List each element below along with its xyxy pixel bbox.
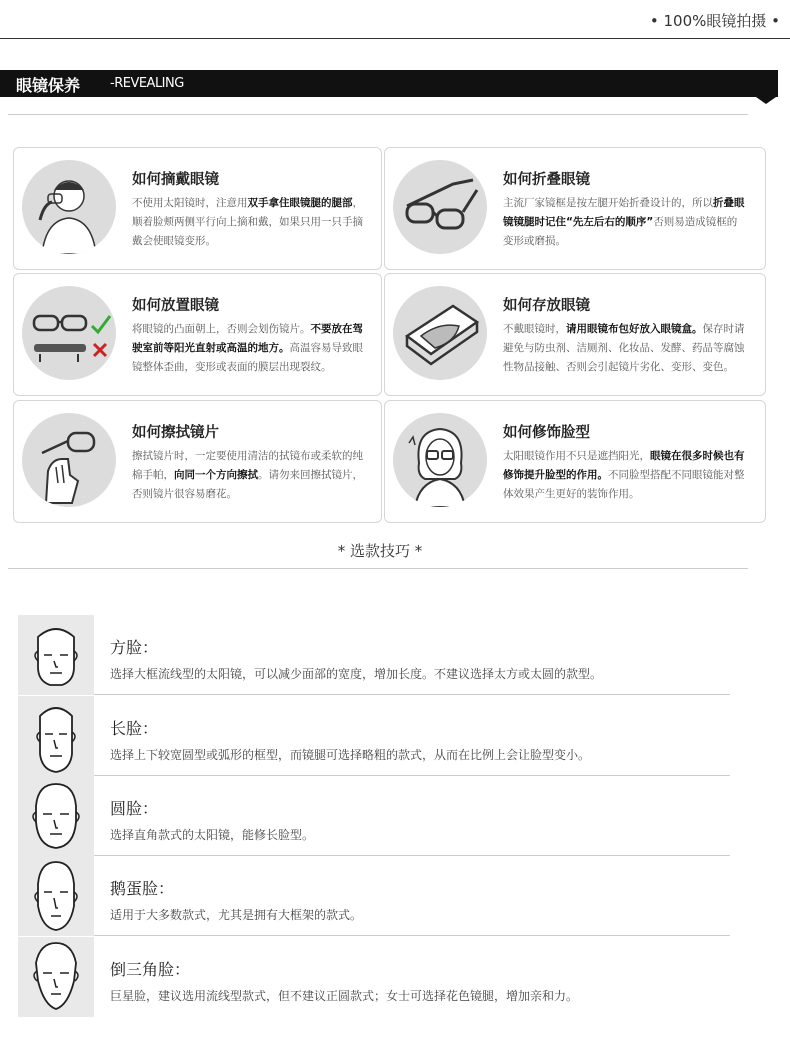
face-type-desc: 选择大框流线型的太阳镜，可以减少面部的宽度，增加长度。不建议选择太方或太圆的款型。 [110, 667, 603, 681]
row-divider [94, 694, 730, 695]
top-bar [0, 0, 790, 39]
care-card [384, 273, 766, 396]
card-body [503, 194, 747, 251]
face-type-desc: 适用于大多数款式，尤其是拥有大框架的款式。 [110, 908, 363, 922]
photo-tag: • 100%眼镜拍摄 • [649, 12, 780, 30]
hand-wiping-lens-icon [22, 413, 116, 507]
card-body-text: 否则易造成镜框的变形或磨损。 [503, 216, 738, 247]
section-title: 眼镜保养 [16, 76, 81, 95]
woman-wearing-glasses-icon [393, 413, 487, 507]
face-type-name: 方脸： [110, 638, 159, 657]
square-face-icon [18, 615, 94, 695]
care-card [384, 147, 766, 270]
card-body [132, 194, 372, 251]
face-type-row [18, 696, 730, 776]
card-body-emphasis: 双手拿住眼镜腿的腿部 [247, 197, 353, 209]
folded-glasses-icon [393, 160, 487, 254]
card-body-text: 主流厂家镜框是按左腿开始折叠设计的，所以 [503, 197, 713, 209]
card-body-text: 擦拭镜片时，一定要使用清洁的拭镜布或柔软的纯棉手帕， [132, 450, 363, 481]
person-removing-glasses-icon [22, 160, 116, 254]
card-body-text: ，顺着脸颊两侧平行向上摘和戴，如果只用一只手摘戴会使眼镜变形。 [132, 197, 363, 247]
round-face-icon [18, 776, 94, 856]
header-notch [756, 97, 776, 104]
card-body-text: 太阳眼镜作用不只是遮挡阳光， [503, 450, 650, 462]
card-body-emphasis: 向同一个方向擦拭 [174, 469, 258, 481]
divider [8, 114, 748, 115]
face-type-row [18, 615, 730, 695]
care-card [13, 147, 382, 270]
card-title: 如何摘戴眼镜 [132, 172, 219, 188]
glasses-case-icon [393, 286, 487, 380]
card-body [132, 447, 372, 504]
card-title: 如何存放眼镜 [503, 298, 590, 314]
card-title: 如何擦拭镜片 [132, 425, 219, 441]
card-body [132, 320, 372, 377]
care-card [384, 400, 766, 523]
card-body-text: 保存时请避免与防虫剂、洁厕剂、化妆品、发酵、药品等腐蚀性物品接触、否则会引起镜片劣化、变形、变色。 [503, 323, 745, 373]
oval-face-icon [18, 856, 94, 936]
face-type-name: 长脸： [110, 719, 159, 738]
card-body [503, 320, 747, 377]
card-body-text: 不同脸型搭配不同眼镜能对整体效果产生更好的装饰作用。 [503, 469, 745, 500]
row-divider [94, 935, 730, 936]
card-body-text: 不戴眼镜时， [503, 323, 566, 335]
card-body-emphasis: 折叠眼镜镜腿时记住“先左后右的顺序” [503, 197, 745, 228]
face-type-desc: 选择直角款式的太阳镜，能修长脸型。 [110, 828, 315, 842]
face-type-name: 鹅蛋脸： [110, 879, 175, 898]
card-body-text: 不使用太阳镜时，注意用 [132, 197, 248, 209]
card-body-emphasis: 不要放在驾驶室前等阳光直射或高温的地方。 [132, 323, 363, 354]
inverted-triangle-face-icon [18, 937, 94, 1017]
card-body-emphasis: 请用眼镜布包好放入眼镜盒。 [566, 323, 703, 335]
section-header [0, 70, 778, 97]
card-body-text: 将眼镜的凸面朝上，否则会划伤镜片。 [132, 323, 311, 335]
tips-title: * 选款技巧 * [337, 542, 423, 560]
section-subtitle: -REVEALING [110, 76, 184, 91]
card-title: 如何放置眼镜 [132, 298, 219, 314]
face-type-row [18, 937, 730, 1017]
card-body-text: 高温容易导致眼镜整体歪曲，变形或表面的膜层出现裂纹。 [132, 342, 363, 373]
glasses-placement-icon [22, 286, 116, 380]
card-title: 如何折叠眼镜 [503, 172, 590, 188]
care-card [13, 273, 382, 396]
card-title: 如何修饰脸型 [503, 425, 590, 441]
face-type-row [18, 776, 730, 856]
care-card [13, 400, 382, 523]
long-face-icon [18, 696, 94, 776]
card-body [503, 447, 747, 504]
card-body-text: 。请勿来回擦拭镜片，否则镜片很容易磨花。 [132, 469, 363, 500]
card-body-emphasis: 眼镜在很多时候也有修饰提升脸型的作用。 [503, 450, 745, 481]
face-type-row [18, 856, 730, 936]
divider [8, 568, 748, 569]
face-type-desc: 选择上下较宽圆型或弧形的框型，而镜腿可选择略粗的款式，从而在比例上会让脸型变小。 [110, 748, 591, 762]
face-type-desc: 巨星脸，建议选用流线型款式，但不建议正圆款式；女士可选择花色镜腿，增加亲和力。 [110, 989, 579, 1003]
face-type-name: 倒三角脸： [110, 960, 191, 979]
face-type-name: 圆脸： [110, 799, 159, 818]
